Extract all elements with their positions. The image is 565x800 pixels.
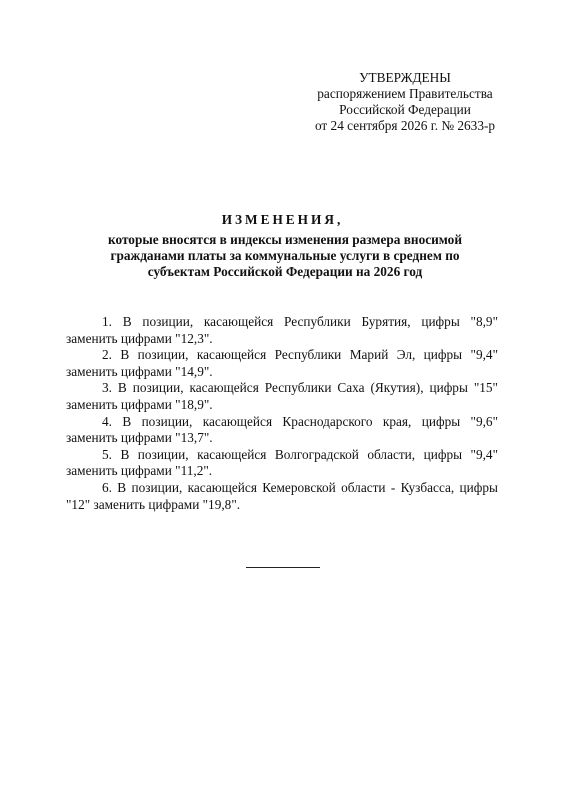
closing-divider [246,567,320,568]
document-title: ИЗМЕНЕНИЯ, [221,212,344,227]
amendment-item: 4. В позиции, касающейся Краснодарского края, цифры "9,6" заменить цифрами "13,7". [66,413,498,446]
amendment-item: 2. В позиции, касающейся Республики Марий Эл, цифры "9,4" заменить цифрами "14,9". [66,347,498,379]
approval-date-number: от 24 сентября 2026 г. № 2633-р [314,118,496,133]
amendment-item: 5. В позиции, касающейся Волгоградской области, цифры "9,4" заменить цифрами "11,2". [66,446,498,479]
amendments-list [66,314,498,513]
approval-heading: УТВЕРЖДЕНЫ [359,70,451,85]
approval-authority: распоряжением Правительства [317,86,493,101]
amendment-item: 6. В позиции, касающейся Кемеровской области - Кузбасса, цифры "12" заменить цифрами "19,8". [66,479,498,512]
amendment-item: 3. В позиции, касающейся Республики Саха (Якутия), цифры "15" заменить цифрами "18,9". [66,380,498,412]
approval-country: Российской Федерации [339,102,471,117]
approval-block [300,70,510,134]
amendment-item: 1. В позиции, касающейся Республики Бурятия, цифры "8,9" заменить цифрами "12,3". [66,314,498,346]
document-subtitle: которые вносятся в индексы изменения размера вносимой гражданами платы за коммунальные услуги в среднем по субъектам Российской Федерации на 2026 год [107,232,462,279]
